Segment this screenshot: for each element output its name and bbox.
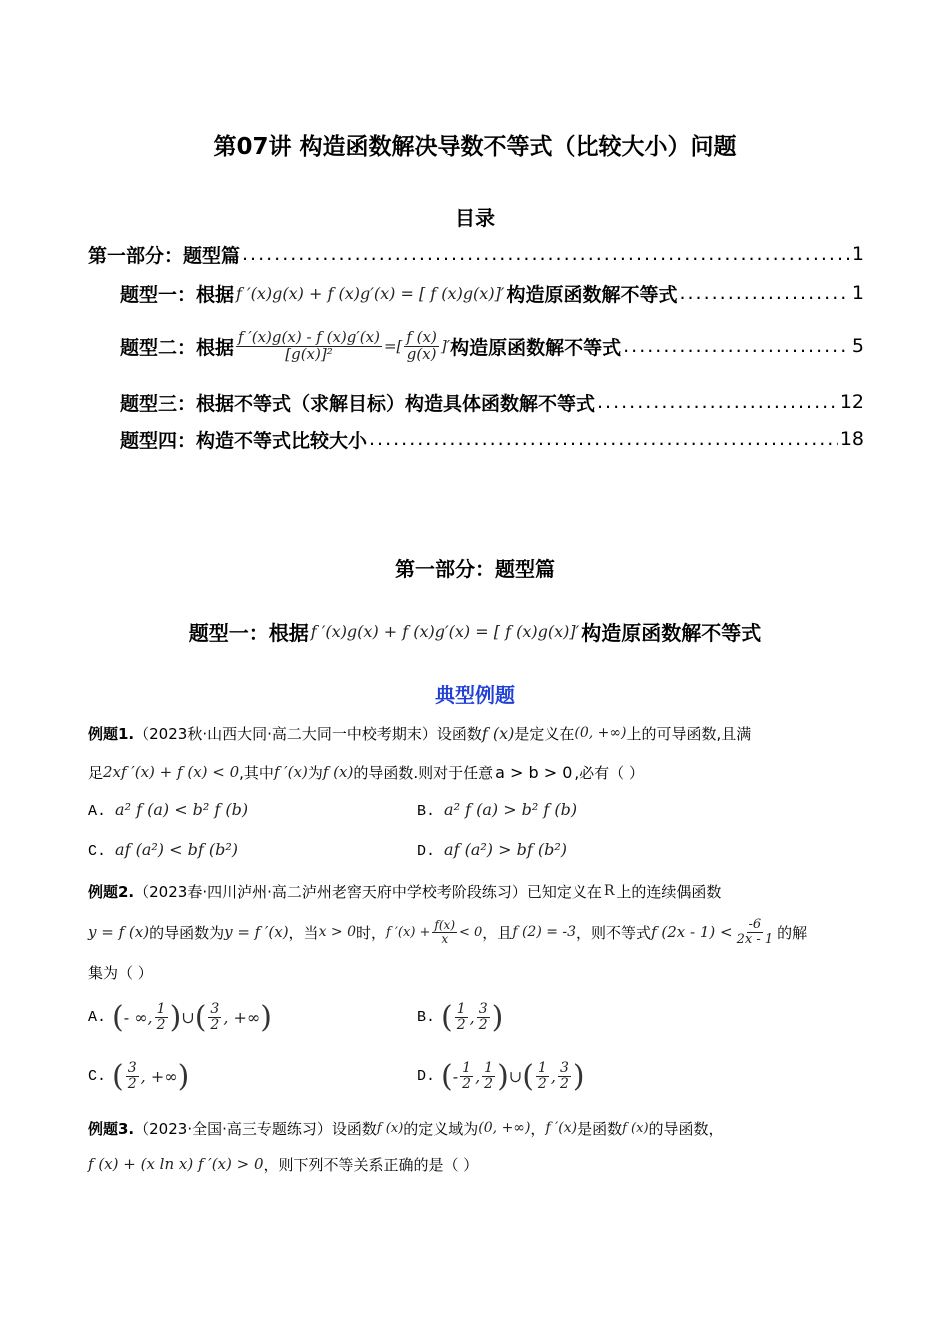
toc-item-suffix: 构造原函数解不等式 <box>450 336 622 359</box>
math-expression: < 0 <box>459 924 483 940</box>
math-expression: f (x) <box>622 1120 649 1136</box>
option-key: A. <box>88 803 107 820</box>
toc-page-number: 5 <box>851 335 864 357</box>
toc-item-type1[interactable] <box>120 278 864 308</box>
example1-option-c[interactable] <box>88 840 238 860</box>
math-expression: f ′(x) <box>273 763 308 781</box>
math-expression: f (x) + (x ln x) f ′(x) > 0 <box>88 1155 264 1173</box>
document-title: 第07讲 构造函数解决导数不等式（比较大小）问题 <box>213 134 737 160</box>
math-expression: f ′(x) + <box>386 924 431 940</box>
toc-item-type2[interactable] <box>120 320 864 372</box>
math-expression: (0, +∞) <box>574 725 627 741</box>
toc-page-number: 12 <box>839 391 864 413</box>
option-expression: a² f (a) > b² f (b) <box>444 800 578 819</box>
example2-line2 <box>88 912 807 952</box>
math-expression: R <box>603 883 615 899</box>
part1-heading: 第一部分：题型篇 <box>395 557 555 581</box>
math-expression: f (x) <box>322 763 354 781</box>
example-text: 的解 <box>777 923 808 942</box>
option-key: C. <box>88 1067 107 1085</box>
toc-page-number: 1 <box>851 243 864 265</box>
math-expression: f ′(x) <box>545 1120 578 1136</box>
example-text: ， <box>530 1119 546 1138</box>
toc-page-number: 18 <box>839 428 864 450</box>
example2-option-d[interactable] <box>417 1054 585 1098</box>
option-expression: ( $\frac{1}{2}$ , $\frac{3}{2}$ ) <box>441 999 504 1035</box>
example-text: 的导函数为 <box>149 923 225 942</box>
toc-item-formula-close: ]′ <box>440 337 451 355</box>
toc-leader <box>242 243 850 265</box>
example2-line1 <box>88 880 721 902</box>
option-key: D. <box>417 1067 436 1085</box>
example-source: （2023秋·山西大同·高二大同一中校考期末）设函数 <box>134 724 482 743</box>
option-expression: ( - $\frac{1}{2}$ , $\frac{1}{2}$ ) ∪ ( $\frac{1}{2}$ , $\frac{3}{2}$ ) <box>441 1058 585 1094</box>
example-text: 的导函数.则对于任意 <box>353 763 494 782</box>
example-text: 的定义域为 <box>403 1119 479 1138</box>
toc-item-formula-fraction: $\frac{f '(x)g(x) - f (x)g'(x)}{\text{[g(x)]²}}$ <box>238 327 380 363</box>
example-text: ，则下列不等关系正确的是（ ） <box>263 1155 479 1174</box>
example-text: 是定义在 <box>514 724 575 743</box>
example-text: ，当 <box>288 923 319 942</box>
example-text: 是函数 <box>577 1119 623 1138</box>
math-fraction: $\frac{-6}{2x - 1}$ <box>736 916 774 947</box>
option-expression: a² f (a) < b² f (b) <box>115 800 249 819</box>
option-expression: ( - ∞, $\frac{1}{2}$ ) ∪ ( $\frac{3}{2}$ , +∞ ) <box>112 999 272 1035</box>
toc-leader <box>679 282 849 304</box>
math-expression: (0, +∞) <box>478 1120 531 1136</box>
math-expression: f (2) = -3 <box>512 924 577 940</box>
example-text: ,其中 <box>239 763 274 782</box>
example-label: 例题2. <box>88 882 135 901</box>
math-expression: 2xf ′(x) + f (x) < 0 <box>103 763 240 781</box>
math-expression: a > b > 0 <box>495 762 573 782</box>
toc-item-label: 题型四：构造不等式比较大小 <box>120 429 368 452</box>
example1-line1 <box>88 721 751 745</box>
math-expression: x > 0 <box>318 924 356 940</box>
example-label: 例题3. <box>88 1119 135 1138</box>
example-text: 足 <box>88 763 104 782</box>
example1-option-a[interactable] <box>88 800 248 820</box>
type1-heading <box>0 617 950 646</box>
option-key: B. <box>417 803 436 820</box>
option-key: A. <box>88 1008 107 1026</box>
option-key: D. <box>417 843 436 860</box>
math-expression: y = f ′(x) <box>224 923 289 941</box>
example-text: 时， <box>356 923 387 942</box>
toc-item-label: 题型二：根据 <box>120 336 235 359</box>
example2-option-b[interactable] <box>417 995 503 1039</box>
toc-item-formula-eq: =[ <box>383 337 403 355</box>
example-text: ，且 <box>482 923 513 942</box>
examples-heading: 典型例题 <box>435 683 515 707</box>
option-expression: af (a²) > bf (b²) <box>444 840 567 859</box>
example-text: ,必有（ ） <box>574 763 644 782</box>
example-source: （2023·全国·高三专题练习）设函数 <box>134 1119 377 1138</box>
math-expression: y = f (x) <box>88 923 150 941</box>
option-key: C. <box>88 843 107 860</box>
toc-item-formula: f ′(x)g(x) + f (x)g′(x) = [ f (x)g(x)]′ <box>236 283 505 303</box>
example2-option-a[interactable] <box>88 995 272 1039</box>
example1-option-b[interactable] <box>417 800 577 820</box>
toc-item-label: 第一部分：题型篇 <box>88 244 241 267</box>
math-expression: f (x) <box>376 1120 404 1136</box>
example1-option-d[interactable] <box>417 840 567 860</box>
toc-heading: 目录 <box>455 206 495 230</box>
option-expression: ( $\frac{3}{2}$ , +∞ ) <box>112 1058 190 1094</box>
type1-label: 题型一：根据 <box>188 621 309 645</box>
example-text: 上的连续偶函数 <box>616 882 722 901</box>
math-expression: f (x) <box>481 723 515 743</box>
example-text: 上的可导函数,且满 <box>626 724 752 743</box>
toc-leader <box>623 335 850 357</box>
math-fraction: $\frac{f(x)}{x}$ <box>434 917 455 946</box>
toc-item-formula-fraction2: $\frac{f (x)}{g(x)}$ <box>406 327 437 363</box>
toc-item-type4[interactable] <box>120 425 864 453</box>
toc-item-type3[interactable] <box>120 388 864 416</box>
example-text: 的导函数， <box>648 1119 724 1138</box>
toc-item-label: 题型一：根据 <box>120 283 235 306</box>
toc-item-suffix: 构造原函数解不等式 <box>506 283 678 306</box>
example2-line3: 集为（ ） <box>88 964 153 982</box>
example3-line2 <box>88 1152 478 1176</box>
toc-item-part1[interactable] <box>88 240 864 268</box>
toc-page-number: 1 <box>851 282 864 304</box>
toc-item-label: 题型三：根据不等式（求解目标）构造具体函数解不等式 <box>120 392 596 415</box>
type1-formula: f ′(x)g(x) + f (x)g′(x) = [ f (x)g(x)]′ <box>310 622 580 641</box>
option-expression: af (a²) < bf (b²) <box>115 840 238 859</box>
example-text: ，则不等式 <box>576 923 652 942</box>
example-text: 为 <box>307 763 323 782</box>
type1-suffix: 构造原函数解不等式 <box>581 621 762 645</box>
example2-option-c[interactable] <box>88 1054 189 1098</box>
example-label: 例题1. <box>88 724 135 743</box>
math-expression: f (2x - 1) < <box>651 923 733 941</box>
toc-leader <box>369 428 838 450</box>
example-source: （2023春·四川泸州·高二泸州老窖天府中学校考阶段练习）已知定义在 <box>134 882 602 901</box>
option-key: B. <box>417 1008 436 1026</box>
toc-leader <box>597 391 838 413</box>
example3-line1 <box>88 1116 724 1140</box>
example1-line2 <box>88 760 644 784</box>
